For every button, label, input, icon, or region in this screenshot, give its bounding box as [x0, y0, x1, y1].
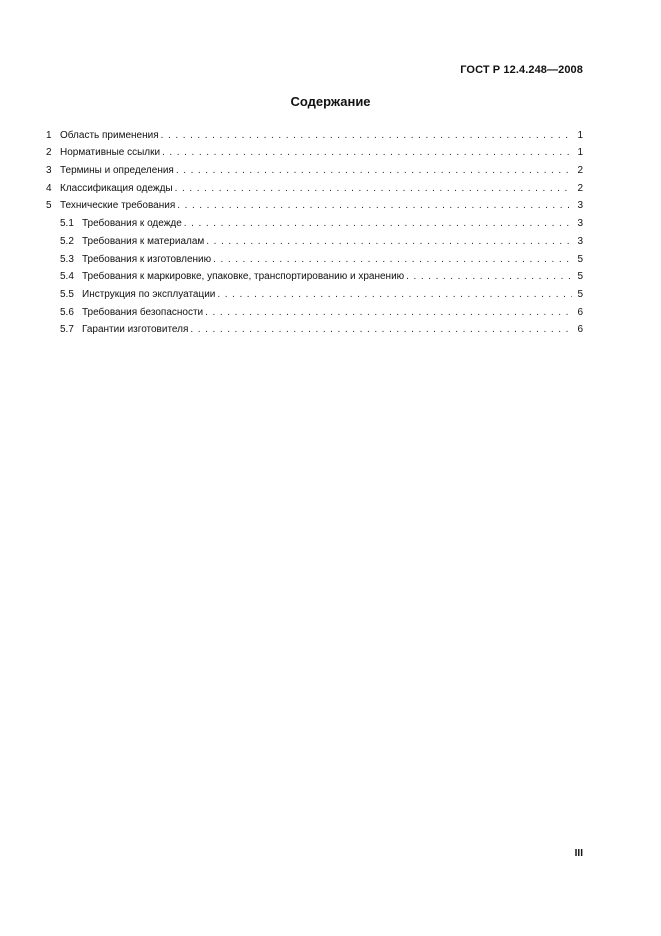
toc-item-number: 5.4	[60, 271, 74, 283]
toc-leader-dots	[206, 236, 572, 248]
toc-item-label: Гарантии изготовителя	[82, 324, 189, 336]
toc-item-5[interactable]	[46, 195, 583, 213]
toc-item-label: Область применения	[60, 129, 159, 141]
toc-leader-dots	[217, 289, 572, 301]
toc-item-1[interactable]	[46, 124, 583, 142]
toc-item-page: 3	[577, 218, 583, 230]
toc-item-number: 4	[46, 182, 52, 194]
toc-item-number: 3	[46, 165, 52, 177]
toc-item-number: 5.5	[60, 288, 74, 300]
toc-item-page: 6	[577, 306, 583, 318]
toc-item-number: 5.6	[60, 306, 74, 318]
toc-item-5-5[interactable]	[46, 283, 583, 301]
toc-item-page: 2	[577, 182, 583, 194]
toc-leader-dots	[184, 218, 572, 230]
toc-item-page: 5	[577, 288, 583, 300]
toc-leader-dots	[177, 200, 572, 212]
toc-leader-dots	[162, 147, 572, 159]
toc-item-label: Требования к изготовлению	[82, 253, 212, 265]
toc-item-page: 5	[577, 271, 583, 283]
toc-leader-dots	[406, 271, 572, 283]
toc-item-2[interactable]	[46, 142, 583, 160]
toc-item-label: Нормативные ссылки	[60, 147, 161, 159]
toc-item-5-7[interactable]	[46, 319, 583, 337]
page-number: III	[574, 848, 583, 859]
document-code: ГОСТ Р 12.4.248—2008	[460, 64, 583, 76]
toc-item-4[interactable]	[46, 177, 583, 195]
toc-item-number: 5.7	[60, 324, 74, 336]
toc-item-number: 5	[46, 200, 52, 212]
toc-item-number: 1	[46, 129, 52, 141]
toc-item-5-2[interactable]	[46, 230, 583, 248]
toc-leader-dots	[161, 130, 572, 142]
toc-item-number: 2	[46, 147, 52, 159]
toc-item-label: Требования к маркировке, упаковке, транспортированию и хранению	[82, 271, 405, 283]
toc-item-label: Технические требования	[60, 200, 176, 212]
toc-item-page: 1	[577, 129, 583, 141]
toc-leader-dots	[213, 254, 572, 266]
toc-title: Содержание	[290, 94, 371, 109]
toc-item-3[interactable]	[46, 159, 583, 177]
toc-item-5-6[interactable]	[46, 301, 583, 319]
toc-item-page: 5	[577, 253, 583, 265]
toc-item-number: 5.2	[60, 235, 74, 247]
toc-leader-dots	[175, 183, 572, 195]
toc-item-page: 1	[577, 147, 583, 159]
toc-item-label: Термины и определения	[60, 165, 174, 177]
toc-item-5-4[interactable]	[46, 266, 583, 284]
toc-item-5-3[interactable]	[46, 248, 583, 266]
toc-item-page: 3	[577, 235, 583, 247]
toc-leader-dots	[176, 165, 572, 177]
toc-item-5-1[interactable]	[46, 212, 583, 230]
toc-item-label: Инструкция по эксплуатации	[82, 288, 216, 300]
toc-item-number: 5.1	[60, 218, 74, 230]
toc-item-page: 3	[577, 200, 583, 212]
toc-item-label: Требования к одежде	[82, 218, 182, 230]
toc-item-number: 5.3	[60, 253, 74, 265]
table-of-contents	[46, 124, 583, 336]
toc-leader-dots	[205, 307, 572, 319]
toc-item-page: 2	[577, 165, 583, 177]
toc-item-label: Требования к материалам	[82, 235, 205, 247]
toc-item-label: Классификация одежды	[60, 182, 173, 194]
toc-item-page: 6	[577, 324, 583, 336]
toc-item-label: Требования безопасности	[82, 306, 204, 318]
toc-leader-dots	[190, 324, 572, 336]
